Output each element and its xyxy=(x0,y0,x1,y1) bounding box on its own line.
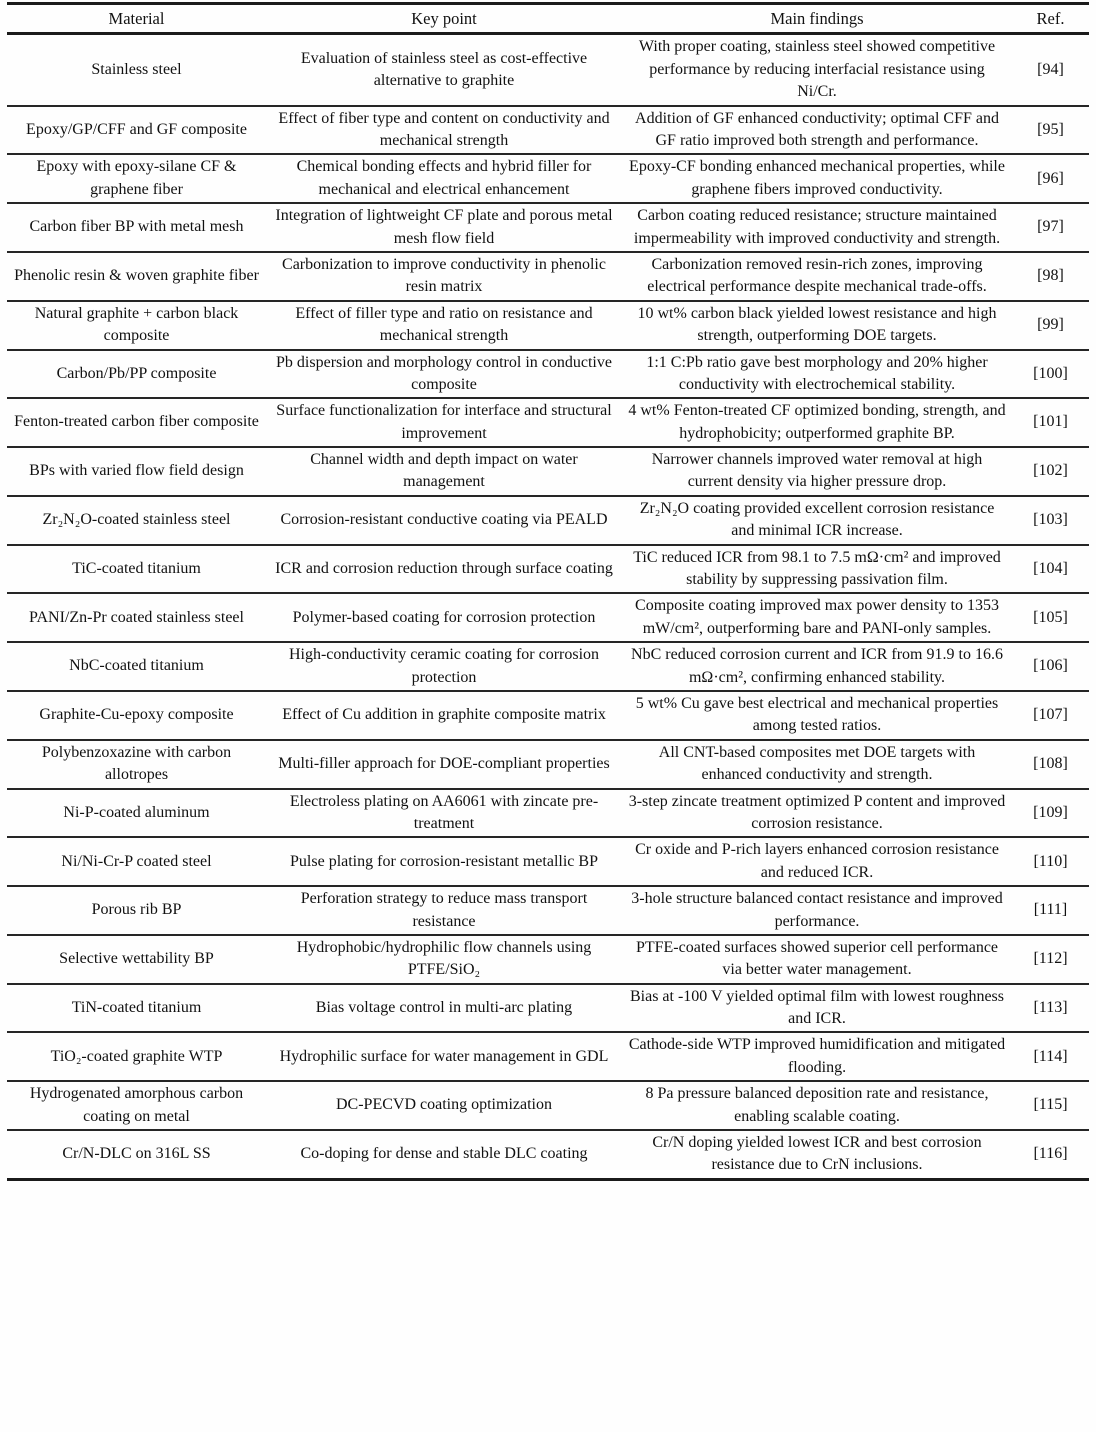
material-cell: Ni-P-coated aluminum xyxy=(7,789,266,838)
materials-review-table xyxy=(7,2,1089,1181)
material-cell: PANI/Zn-Pr coated stainless steel xyxy=(7,593,266,642)
key-point-cell: Effect of filler type and ratio on resistance and mechanical strength xyxy=(266,301,622,350)
table-row xyxy=(7,984,1089,1033)
table-row xyxy=(7,106,1089,155)
material-cell: NbC-coated titanium xyxy=(7,642,266,691)
table-row xyxy=(7,935,1089,984)
material-cell: Selective wettability BP xyxy=(7,935,266,984)
ref-cell: [111] xyxy=(1012,886,1089,935)
key-point-cell: Polymer-based coating for corrosion protection xyxy=(266,593,622,642)
table-row xyxy=(7,593,1089,642)
main-findings-cell: Cr/N doping yielded lowest ICR and best corrosion resistance due to CrN inclusions. xyxy=(622,1130,1012,1179)
material-cell: TiO₂-coated graphite WTP xyxy=(7,1032,266,1081)
ref-cell: [104] xyxy=(1012,545,1089,594)
table-row xyxy=(7,740,1089,789)
main-findings-cell: 4 wt% Fenton-treated CF optimized bonding, strength, and hydrophobicity; outperformed graphite BP. xyxy=(622,398,1012,447)
main-findings-cell: Cr oxide and P-rich layers enhanced corrosion resistance and reduced ICR. xyxy=(622,837,1012,886)
key-point-cell: Integration of lightweight CF plate and porous metal mesh flow field xyxy=(266,203,622,252)
table-row xyxy=(7,886,1089,935)
table-row xyxy=(7,154,1089,203)
key-point-cell: Co-doping for dense and stable DLC coating xyxy=(266,1130,622,1179)
ref-cell: [100] xyxy=(1012,350,1089,399)
ref-cell: [108] xyxy=(1012,740,1089,789)
main-findings-cell: NbC reduced corrosion current and ICR from 91.9 to 16.6 mΩ·cm², confirming enhanced stability. xyxy=(622,642,1012,691)
main-findings-cell: 10 wt% carbon black yielded lowest resistance and high strength, outperforming DOE targets. xyxy=(622,301,1012,350)
main-findings-cell: Carbonization removed resin-rich zones, improving electrical performance despite mechanical trade-offs. xyxy=(622,252,1012,301)
table-row xyxy=(7,398,1089,447)
ref-cell: [113] xyxy=(1012,984,1089,1033)
table-row xyxy=(7,350,1089,399)
main-findings-cell: 3-hole structure balanced contact resistance and improved performance. xyxy=(622,886,1012,935)
ref-cell: [114] xyxy=(1012,1032,1089,1081)
key-point-cell: Channel width and depth impact on water management xyxy=(266,447,622,496)
ref-cell: [96] xyxy=(1012,154,1089,203)
main-findings-cell: PTFE-coated surfaces showed superior cell performance via better water management. xyxy=(622,935,1012,984)
material-cell: Hydrogenated amorphous carbon coating on metal xyxy=(7,1081,266,1130)
ref-cell: [116] xyxy=(1012,1130,1089,1179)
material-cell: TiC-coated titanium xyxy=(7,545,266,594)
ref-cell: [110] xyxy=(1012,837,1089,886)
header-row xyxy=(7,4,1089,34)
table-row xyxy=(7,545,1089,594)
material-cell: Phenolic resin & woven graphite fiber xyxy=(7,252,266,301)
main-findings-cell: Carbon coating reduced resistance; structure maintained impermeability with improved conductivity and strength. xyxy=(622,203,1012,252)
material-cell: Zr₂N₂O-coated stainless steel xyxy=(7,496,266,545)
material-cell: Graphite-Cu-epoxy composite xyxy=(7,691,266,740)
main-findings-cell: All CNT-based composites met DOE targets with enhanced conductivity and strength. xyxy=(622,740,1012,789)
material-cell: Epoxy with epoxy-silane CF & graphene fiber xyxy=(7,154,266,203)
material-cell: Epoxy/GP/CFF and GF composite xyxy=(7,106,266,155)
key-point-cell: Carbonization to improve conductivity in phenolic resin matrix xyxy=(266,252,622,301)
ref-cell: [98] xyxy=(1012,252,1089,301)
material-cell: Porous rib BP xyxy=(7,886,266,935)
column-header-ref: Ref. xyxy=(1012,4,1089,34)
key-point-cell: Bias voltage control in multi-arc plating xyxy=(266,984,622,1033)
table-row xyxy=(7,1032,1089,1081)
key-point-cell: Multi-filler approach for DOE-compliant properties xyxy=(266,740,622,789)
material-cell: TiN-coated titanium xyxy=(7,984,266,1033)
table-row xyxy=(7,447,1089,496)
key-point-cell: Hydrophobic/hydrophilic flow channels using PTFE/SiO₂ xyxy=(266,935,622,984)
main-findings-cell: Bias at -100 V yielded optimal film with lowest roughness and ICR. xyxy=(622,984,1012,1033)
key-point-cell: Evaluation of stainless steel as cost-effective alternative to graphite xyxy=(300,49,588,90)
column-header-key-point: Key point xyxy=(266,4,622,34)
main-findings-cell: TiC reduced ICR from 98.1 to 7.5 mΩ·cm² and improved stability by suppressing passivation film. xyxy=(622,545,1012,594)
main-findings-cell: Addition of GF enhanced conductivity; optimal CFF and GF ratio improved both strength and performance. xyxy=(622,106,1012,155)
key-point-cell: Electroless plating on AA6061 with zincate pre-treatment xyxy=(266,789,622,838)
key-point-cell: Pb dispersion and morphology control in conductive composite xyxy=(266,350,622,399)
table-row xyxy=(7,1081,1089,1130)
main-findings-cell: 5 wt% Cu gave best electrical and mechanical properties among tested ratios. xyxy=(622,691,1012,740)
main-findings-cell: Narrower channels improved water removal at high current density via higher pressure drop. xyxy=(622,447,1012,496)
material-cell: BPs with varied flow field design xyxy=(7,447,266,496)
main-findings-cell: With proper coating, stainless steel showed competitive performance by reducing interfacial resistance using Ni/Cr. xyxy=(638,38,996,101)
table-header xyxy=(7,4,1089,34)
material-cell: Stainless steel xyxy=(91,60,182,78)
table-row xyxy=(7,496,1089,545)
table-row xyxy=(7,34,1089,106)
ref-cell: [103] xyxy=(1012,496,1089,545)
table-row xyxy=(7,203,1089,252)
table-row xyxy=(7,301,1089,350)
ref-cell: [107] xyxy=(1012,691,1089,740)
table-row xyxy=(7,642,1089,691)
material-cell: Ni/Ni-Cr-P coated steel xyxy=(7,837,266,886)
ref-cell: [109] xyxy=(1012,789,1089,838)
table-row xyxy=(7,252,1089,301)
material-cell: Carbon fiber BP with metal mesh xyxy=(7,203,266,252)
key-point-cell: Surface functionalization for interface and structural improvement xyxy=(266,398,622,447)
material-cell: Polybenzoxazine with carbon allotropes xyxy=(7,740,266,789)
ref-cell: [106] xyxy=(1012,642,1089,691)
key-point-cell: Pulse plating for corrosion-resistant metallic BP xyxy=(266,837,622,886)
key-point-cell: Perforation strategy to reduce mass transport resistance xyxy=(266,886,622,935)
key-point-cell: ICR and corrosion reduction through surface coating xyxy=(266,545,622,594)
key-point-cell: High-conductivity ceramic coating for corrosion protection xyxy=(266,642,622,691)
main-findings-cell: Composite coating improved max power density to 1353 mW/cm², outperforming bare and PANI-only samples. xyxy=(622,593,1012,642)
key-point-cell: Chemical bonding effects and hybrid filler for mechanical and electrical enhancement xyxy=(266,154,622,203)
table-row xyxy=(7,1130,1089,1179)
ref-cell: [115] xyxy=(1012,1081,1089,1130)
main-findings-cell: 3-step zincate treatment optimized P content and improved corrosion resistance. xyxy=(622,789,1012,838)
ref-cell: [112] xyxy=(1012,935,1089,984)
key-point-cell: Hydrophilic surface for water management in GDL xyxy=(266,1032,622,1081)
ref-cell: [99] xyxy=(1012,301,1089,350)
ref-cell: [95] xyxy=(1012,106,1089,155)
key-point-cell: Effect of fiber type and content on conductivity and mechanical strength xyxy=(266,106,622,155)
column-header-material: Material xyxy=(7,4,266,34)
ref-cell: [105] xyxy=(1012,593,1089,642)
main-findings-cell: Cathode-side WTP improved humidification and mitigated flooding. xyxy=(622,1032,1012,1081)
column-header-main-findings: Main findings xyxy=(622,4,1012,34)
table-row xyxy=(7,691,1089,740)
material-cell: Natural graphite + carbon black composite xyxy=(7,301,266,350)
key-point-cell: Effect of Cu addition in graphite composite matrix xyxy=(266,691,622,740)
table-row xyxy=(7,837,1089,886)
material-cell: Fenton-treated carbon fiber composite xyxy=(7,398,266,447)
ref-cell: [94] xyxy=(1037,60,1064,78)
main-findings-cell: Zr₂N₂O coating provided excellent corrosion resistance and minimal ICR increase. xyxy=(622,496,1012,545)
key-point-cell: Corrosion-resistant conductive coating via PEALD xyxy=(266,496,622,545)
main-findings-cell: 1:1 C:Pb ratio gave best morphology and 20% higher conductivity with electrochemical stability. xyxy=(622,350,1012,399)
ref-cell: [102] xyxy=(1012,447,1089,496)
material-cell: Cr/N-DLC on 316L SS xyxy=(7,1130,266,1179)
ref-cell: [101] xyxy=(1012,398,1089,447)
main-findings-cell: 8 Pa pressure balanced deposition rate and resistance, enabling scalable coating. xyxy=(622,1081,1012,1130)
main-findings-cell: Epoxy-CF bonding enhanced mechanical properties, while graphene fibers improved conductivity. xyxy=(622,154,1012,203)
table-body xyxy=(7,34,1089,1179)
ref-cell: [97] xyxy=(1012,203,1089,252)
table-row xyxy=(7,789,1089,838)
key-point-cell: DC-PECVD coating optimization xyxy=(266,1081,622,1130)
material-cell: Carbon/Pb/PP composite xyxy=(7,350,266,399)
